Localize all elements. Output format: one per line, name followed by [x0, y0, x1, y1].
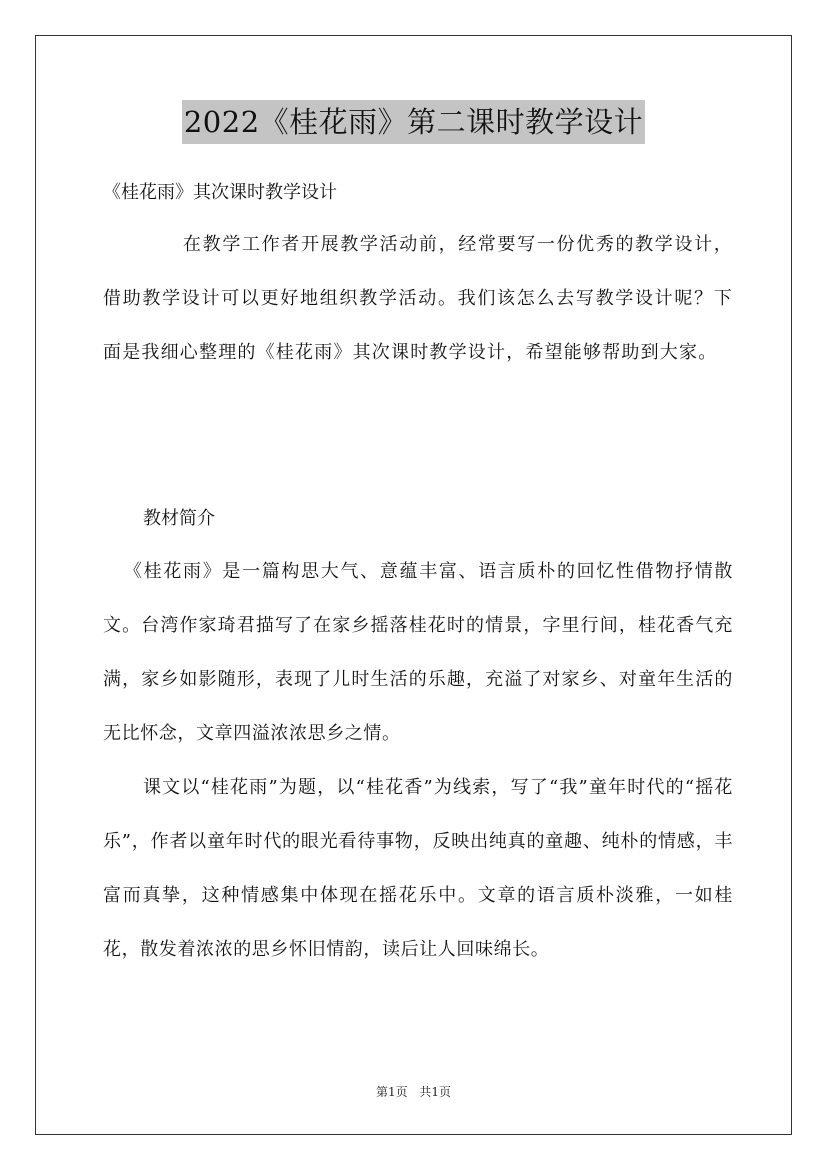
- document-subtitle: 《桂花雨》其次课时教学设计: [103, 182, 337, 203]
- page-footer: [0, 1083, 827, 1100]
- section-paragraph: 课文以“桂花雨”为题，以“桂花香”为线索，写了“我”童年时代的“摇花乐”，作者以童年时代的眼光看待事物，反映出纯真的童趣、纯朴的情感，丰富而真挚，这种情感集中体现在摇花乐中。文章的语言质朴淡雅，一如桂花，散发着浓浓的思乡怀旧情韵，读后让人回味绵长。: [103, 777, 733, 960]
- section-heading: 教材简介: [143, 508, 215, 529]
- title-container: [0, 100, 827, 144]
- section-paragraph: 《桂花雨》是一篇构思大气、意蕴丰富、语言质朴的回忆性借物抒情散文。台湾作家琦君描写了在家乡摇落桂花时的情景，字里行间，桂花香气充满，家乡如影随形，表现了儿时生活的乐趣，充溢了对家乡、对童年生活的无比怀念，文章四溢浓浓思乡之情。: [103, 561, 733, 744]
- document-title: 2022《桂花雨》第二课时教学设计: [182, 100, 645, 144]
- page-number: 第1页: [375, 1085, 408, 1099]
- intro-paragraph: 在教学工作者开展教学活动前，经常要写一份优秀的教学设计，借助教学设计可以更好地组织教学活动。我们该怎么去写教学设计呢？下面是我细心整理的《桂花雨》其次课时教学设计，希望能够帮助到大家。: [103, 234, 733, 363]
- page-total: 共1页: [419, 1085, 452, 1099]
